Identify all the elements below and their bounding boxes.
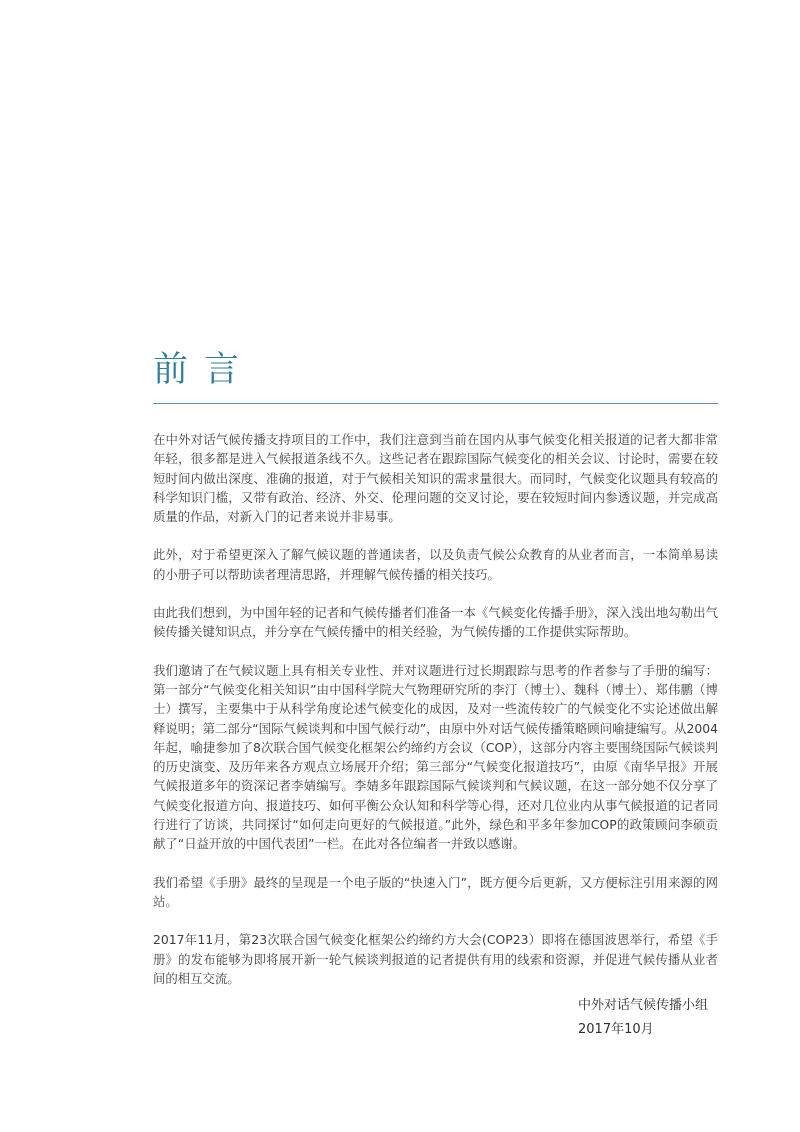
page-title: 前言 [153, 350, 256, 390]
signature-block [578, 994, 738, 1042]
paragraph-2: 此外，对于希望更深入了解气候议题的普通读者，以及负责气候公众教育的从业者而言，一本简单易读的小册子可以帮助读者理清思路，并理解气候传播的相关技巧。 [153, 547, 718, 582]
paragraph-6: 2017年11月，第23次联合国气候变化框架公约缔约方大会(COP23）即将在德国波恩举行，希望《手册》的发布能够为即将展开新一轮气候谈判报道的记者提供有用的线索和资源，并促进气候传播从业者间的相互交流。 [153, 932, 718, 986]
signature-organization: 中外对话气候传播小组 [578, 998, 709, 1013]
paragraph-3: 由此我们想到，为中国年轻的记者和气候传播者们准备一本《气候变化传播手册》，深入浅出地勾勒出气候传播关键知识点，并分享在气候传播中的相关经验，为气候传播的工作提供实际帮助。 [153, 605, 718, 640]
paragraph-1: 在中外对话气候传播支持项目的工作中，我们注意到当前在国内从事气候变化相关报道的记者大都非常年轻，很多都是进入气候报道条线不久。这些记者在跟踪国际气候变化的相关会议、讨论时，需要在较短时间内做出深度、准确的报道，对于气候相关知识的需求量很大。而同时，气候变化议题具有较高的科学知识门槛，又带有政治、经济、外交、伦理问题的交叉讨论，要在较短时间内参透议题，并完成高质量的作品，对新入门的记者来说并非易事。 [153, 432, 718, 525]
paragraph-4: 我们邀请了在气候议题上具有相关专业性、并对议题进行过长期跟踪与思考的作者参与了手册的编写：第一部分“气候变化相关知识”由中国科学院大气物理研究所的李汀（博士）、魏科（博士）、郑伟鹏（博士）撰写，主要集中于从科学角度论述气候变化的成因，及对一些流传较广的气候变化不实论述做出解释说明；第二部分“国际气候谈判和中国气候行动”，由原中外对话气候传播策略顾问喻捷编写。从2004年起，喻捷参加了8次联合国气候变化框架公约缔约方会议（COP），这部分内容主要围绕国际气候谈判的历史演变、及历年来各方观点立场展开介绍；第三部分“气候变化报道技巧”，由原《南华早报》开展气候报道多年的资深记者李婧编写。李婧多年跟踪国际气候谈判和气候议题，在这一部分她不仅分享了气候变化报道方向、报道技巧、如何平衡公众认知和科学等心得，还对几位业内从事气候报道的记者同行进行了访谈，共同探讨“如何走向更好的气候报道。”此外，绿色和平多年参加COP的政策顾问李硕贡献了“日益开放的中国代表团”一栏。在此对各位编者一并致以感谢。 [153, 662, 718, 852]
title-divider [153, 403, 718, 404]
signature-date: 2017年10月 [578, 1022, 654, 1037]
preface-body [153, 430, 718, 1007]
paragraph-5: 我们希望《手册》最终的呈现是一个电子版的“快速入门”，既方便今后更新，又方便标注引用来源的网站。 [153, 874, 718, 909]
